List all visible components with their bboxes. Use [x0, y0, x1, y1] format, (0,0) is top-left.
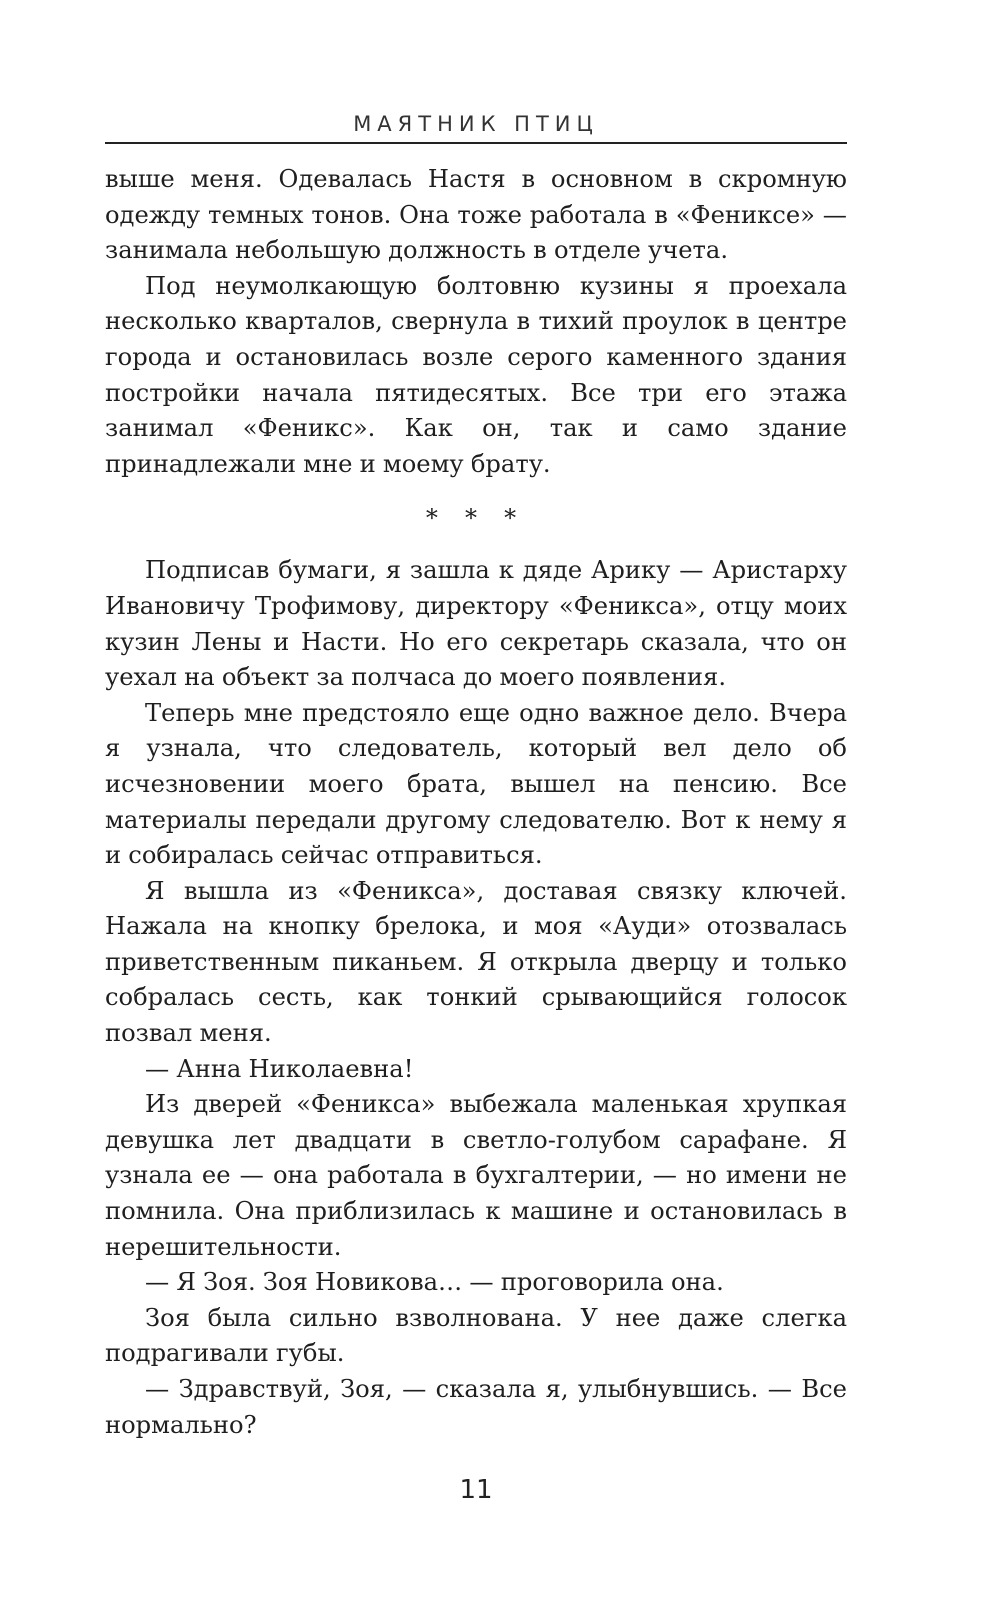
paragraph: Теперь мне предстояло еще одно важное дело. Вчера я узнала, что следователь, который вел дело об исчезновении моего брата, вышел на пенсию. Все материалы передали другому следователю. Вот к нему я и собиралась сейчас отправиться.: [105, 698, 847, 870]
paragraph: выше меня. Одевалась Настя в основном в скромную одежду темных тонов. Она тоже работала в «Фениксе» — занимала небольшую должность в отделе учета.: [105, 165, 847, 265]
header-rule: [105, 142, 847, 144]
page-number: 11: [459, 1475, 493, 1505]
paragraph: Подписав бумаги, я зашла к дяде Арику — Аристарху Ивановичу Трофимову, директору «Феникса», отцу моих кузин Лены и Насти. Но его секретарь сказала, что он уехал на объект за полчаса до моего появления.: [105, 556, 847, 692]
paragraph: Из дверей «Феникса» выбежала маленькая хрупкая девушка лет двадцати в светло-голубом сарафане. Я узнала ее — она работала в бухгалтерии, — но имени не помнила. Она приблизилась к машине и остановилась в нерешительности.: [105, 1090, 847, 1261]
paragraph: Зоя была сильно взволнована. У нее даже слегка подрагивали губы.: [105, 1303, 847, 1368]
dialogue-line: — Я Зоя. Зоя Новикова… — проговорила она.: [145, 1268, 724, 1297]
section-break: * * *: [425, 504, 527, 533]
dialogue-line: — Здравствуй, Зоя, — сказала я, улыбнувшись. — Все нормально?: [105, 1375, 847, 1439]
dialogue-line: — Анна Николаевна!: [145, 1054, 414, 1083]
paragraph: Я вышла из «Феникса», доставая связку ключей. Нажала на кнопку брелока, и моя «Ауди» отозвалась приветственным пиканьем. Я открыла дверцу и только собралась сесть, как тонкий срывающийся голосок позвал меня.: [105, 876, 847, 1048]
running-title: МАЯТНИК ПТИЦ: [353, 112, 599, 136]
body-text: [105, 162, 847, 1443]
paragraph: Под неумолкающую болтовню кузины я проехала несколько кварталов, свернула в тихий проулок в центре города и остановилась возле серого каменного здания постройки начала пятидесятых. Все три его этажа занимал «Феникс». Как он, так и само здание принадлежали мне и моему брату.: [105, 271, 847, 478]
